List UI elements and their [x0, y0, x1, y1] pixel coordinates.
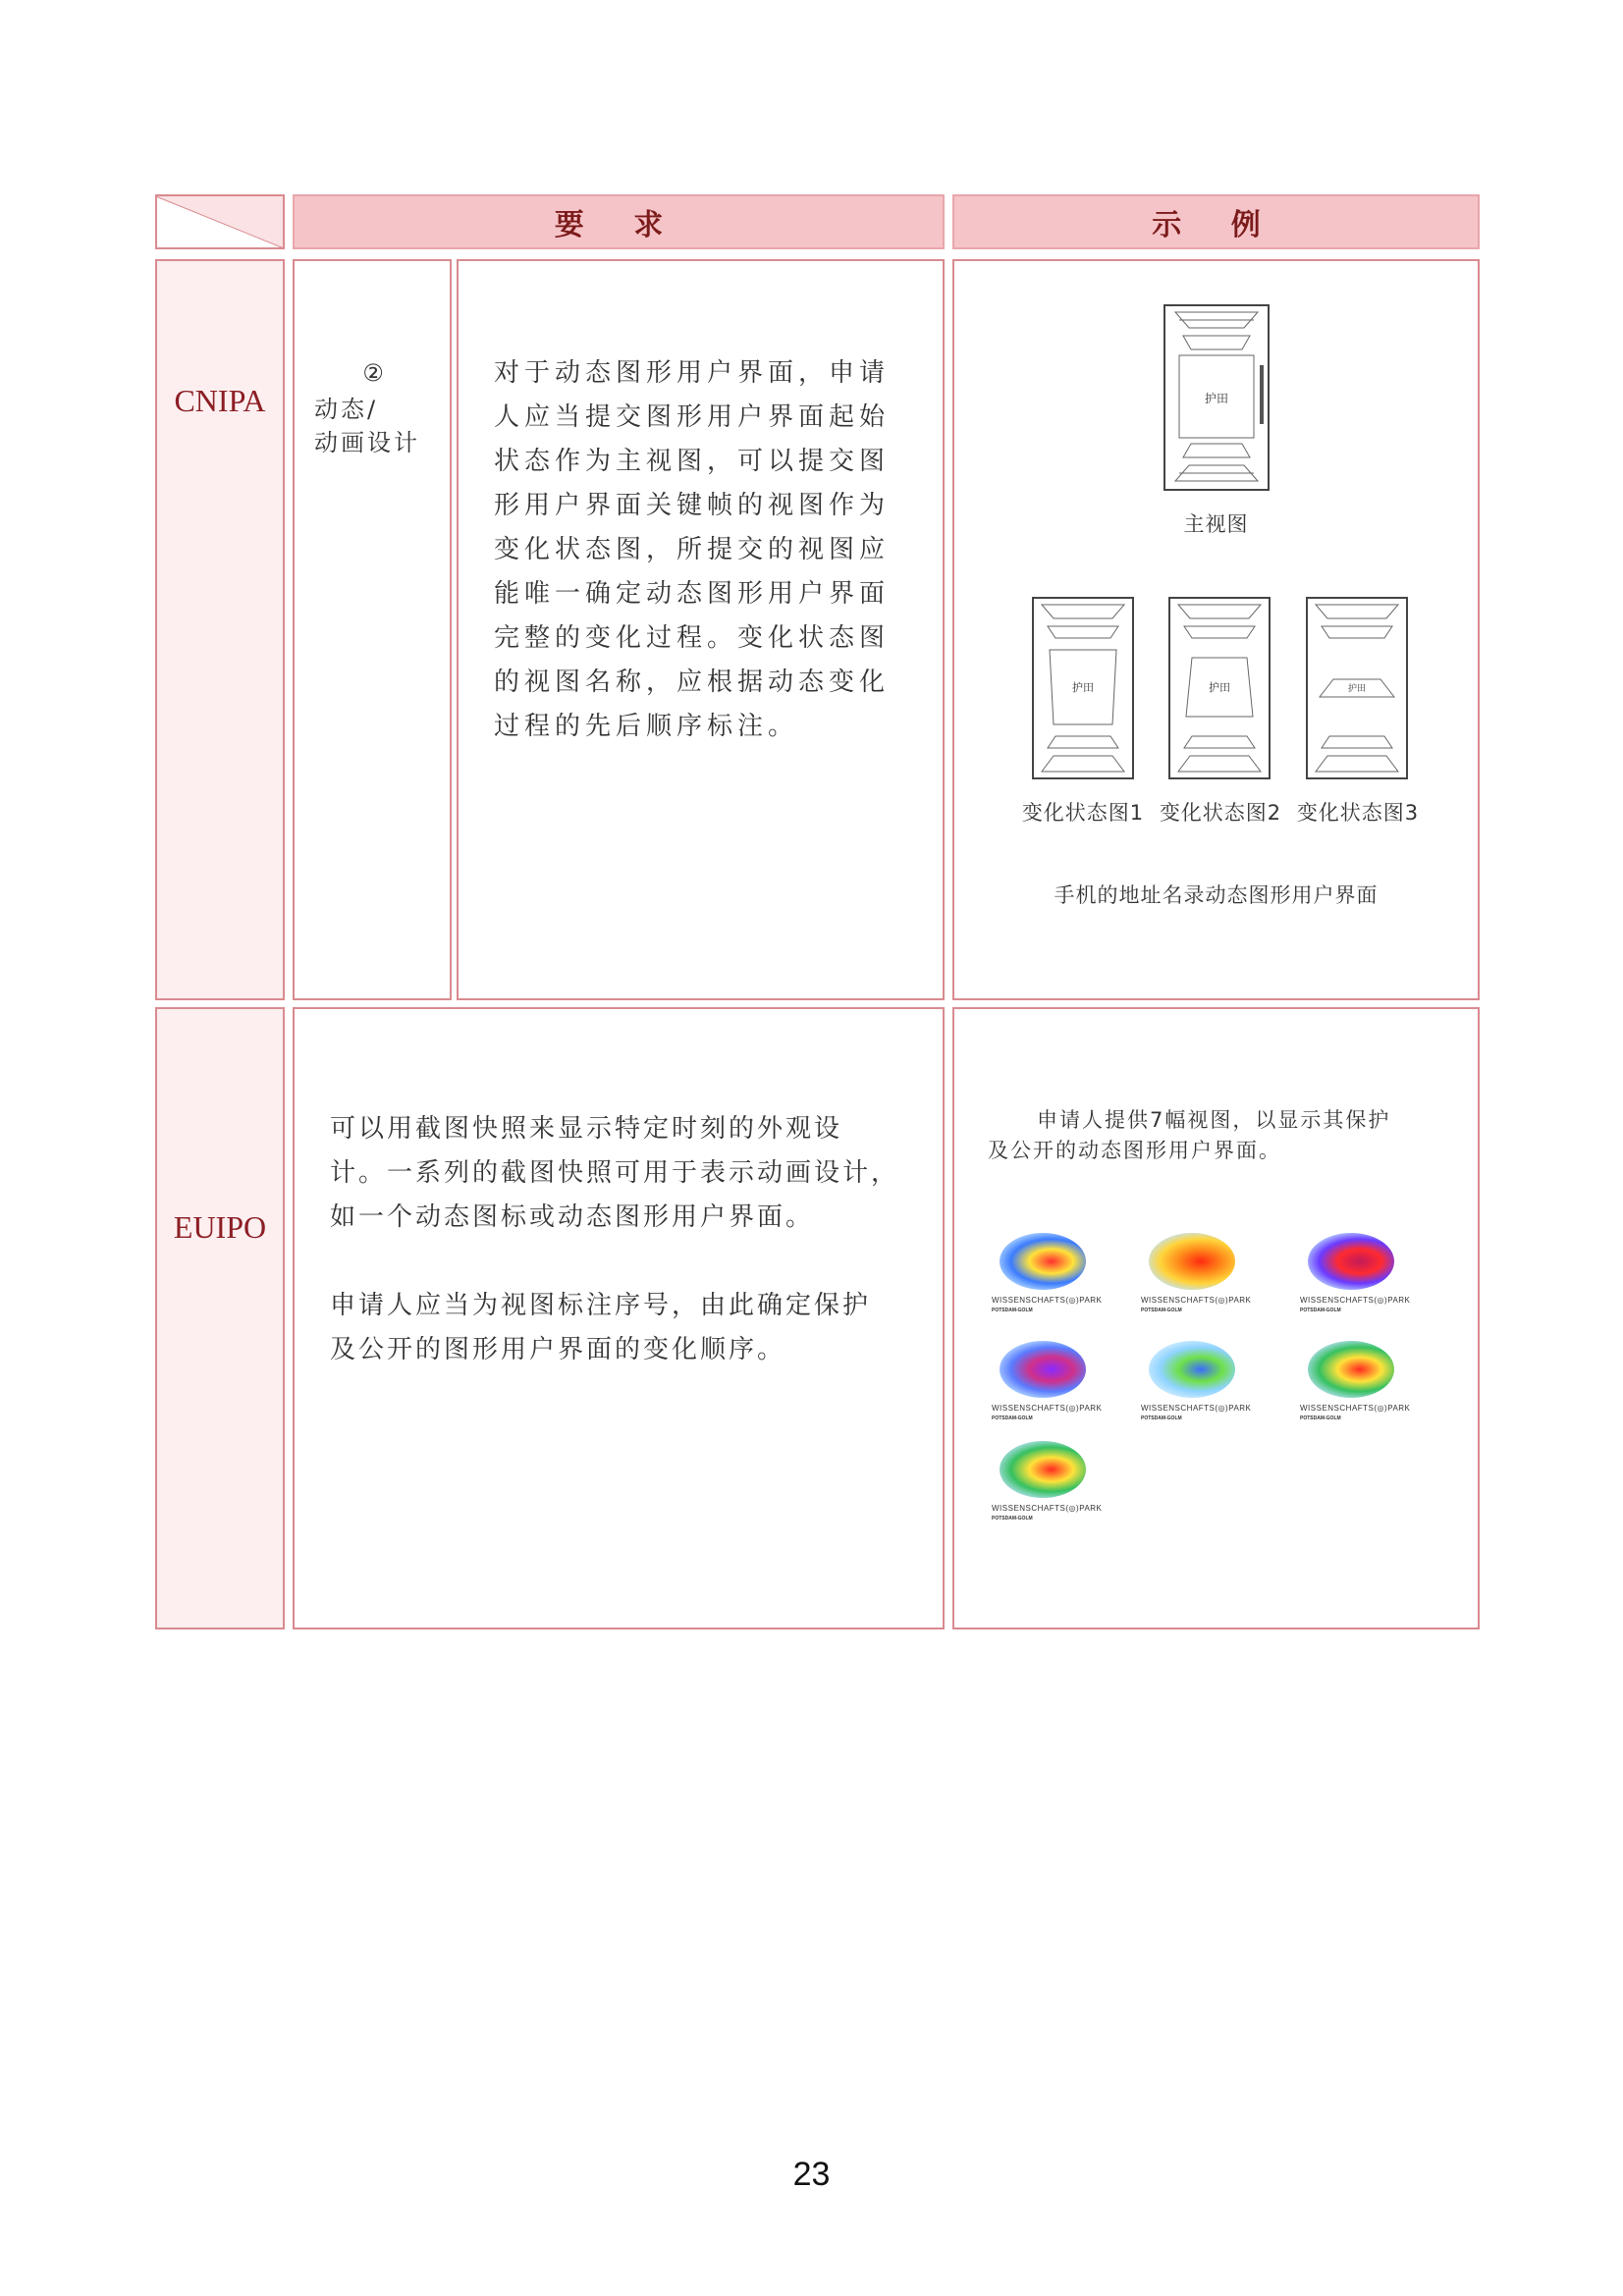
office-label-euipo: EUIPO: [173, 1209, 267, 1245]
state-3-screen-text: 护田: [1347, 684, 1367, 694]
euipo-office-cell: [155, 1007, 285, 1629]
logo-text: WISSENSCHAFTS(◎)PARK: [992, 1504, 1103, 1513]
state-phone-1: [1032, 597, 1134, 779]
sub-number: ②: [362, 359, 384, 387]
logo-subtext: POTSDAM-GOLM: [1141, 1415, 1182, 1421]
main-view-phone: [1163, 304, 1270, 491]
heat-blob: [1000, 1233, 1086, 1290]
state-1-screen-text: 护田: [1072, 681, 1094, 694]
state-phone-3: [1306, 597, 1408, 779]
euipo-requirement-cell: [293, 1007, 945, 1629]
heat-blob: [1149, 1341, 1235, 1398]
corner-cell: [155, 194, 285, 249]
animation-frame: [1300, 1233, 1411, 1321]
animation-frame: [1300, 1341, 1411, 1429]
state-phone-3-drawing: [1308, 599, 1406, 777]
cnipa-example-cell: [952, 259, 1480, 1000]
logo-subtext: POTSDAM-GOLM: [1300, 1415, 1341, 1421]
logo-subtext: POTSDAM-GOLM: [992, 1516, 1033, 1522]
heat-blob: [1308, 1341, 1394, 1398]
logo-subtext: POTSDAM-GOLM: [1300, 1308, 1341, 1313]
state-caption-1: 变化状态图1: [1021, 801, 1145, 825]
header-requirement: [293, 194, 945, 249]
diagonal-line: [157, 196, 283, 247]
logo-text: WISSENSCHAFTS(◎)PARK: [1141, 1404, 1252, 1413]
logo-text: WISSENSCHAFTS(◎)PARK: [1141, 1296, 1252, 1305]
office-label-cnipa: CNIPA: [174, 383, 266, 418]
euipo-example-cell: [952, 1007, 1480, 1629]
heat-blob: [1000, 1341, 1086, 1398]
logo-text: WISSENSCHAFTS(◎)PARK: [992, 1296, 1103, 1305]
heat-blob: [1308, 1233, 1394, 1290]
logo-text: WISSENSCHAFTS(◎)PARK: [992, 1404, 1103, 1413]
animation-frame: [1141, 1233, 1252, 1321]
cnipa-office-cell: [155, 259, 285, 1000]
state-phone-1-drawing: [1034, 599, 1132, 777]
phone-screen-text: 护田: [1204, 392, 1229, 405]
cnipa-requirement-cell: [457, 259, 945, 1000]
animation-frame: [1141, 1341, 1252, 1429]
cnipa-example-footer-caption: 手机的地址名录动态图形用户界面: [1054, 883, 1379, 907]
logo-text: WISSENSCHAFTS(◎)PARK: [1300, 1296, 1411, 1305]
header-requirement-label: 要 求: [554, 208, 683, 242]
logo-text: WISSENSCHAFTS(◎)PARK: [1300, 1404, 1411, 1413]
animation-frame: [992, 1441, 1103, 1529]
header-example: [952, 194, 1480, 249]
state-caption-3: 变化状态图3: [1296, 801, 1420, 825]
page-number: 23: [792, 2156, 831, 2193]
main-view-caption: 主视图: [1183, 512, 1249, 536]
cnipa-requirement-text: 对于动态图形用户界面，申请 人应当提交图形用户界面起始 状态作为主视图，可以提交图 形用户界面关键帧的视图作为 变化状态图，所提交的视图应 能唯一确定动态图形用户界面 完整的变化过程。变化状态图 的视图名称，应根据动态变化 过程的先后顺序标注。: [494, 358, 891, 741]
logo-subtext: POTSDAM-GOLM: [1141, 1308, 1182, 1313]
header-example-label: 示 例: [1152, 208, 1280, 242]
logo-subtext: POTSDAM-GOLM: [992, 1415, 1033, 1421]
euipo-intro-text: 申请人提供7幅视图，以显示其保护 及公开的动态图形用户界面。: [988, 1108, 1391, 1162]
state-2-screen-text: 护田: [1209, 681, 1230, 694]
animation-frame: [992, 1233, 1103, 1321]
euipo-requirement-paragraph-1: 可以用截图快照来显示特定时刻的外观设 计。一系列的截图快照可用于表示动画设计， 如一个动态图标或动态图形用户界面。: [330, 1114, 900, 1232]
sub-label: 动态/ 动画设计: [314, 396, 420, 456]
state-caption-2: 变化状态图2: [1159, 801, 1282, 825]
heat-blob: [1000, 1441, 1086, 1498]
state-phone-2-drawing: [1170, 599, 1269, 777]
animation-frame: [992, 1341, 1103, 1429]
phone-screen-drawing: [1165, 306, 1268, 489]
heat-blob: [1149, 1233, 1235, 1290]
cnipa-sub-cell: [293, 259, 452, 1000]
state-phone-2: [1168, 597, 1271, 779]
logo-subtext: POTSDAM-GOLM: [992, 1308, 1033, 1313]
euipo-requirement-paragraph-2: 申请人应当为视图标注序号，由此确定保护 及公开的图形用户界面的变化顺序。: [330, 1291, 872, 1364]
